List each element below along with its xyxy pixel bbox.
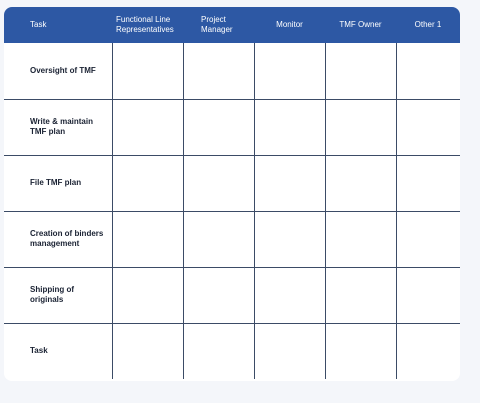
assignment-cell[interactable] <box>254 43 325 99</box>
table-body <box>4 43 460 379</box>
header-monitor: Monitor <box>254 7 325 43</box>
assignment-cell[interactable] <box>396 99 460 155</box>
responsibility-table-card <box>4 7 460 381</box>
header-functional-line-line1: Functional Line <box>116 15 171 24</box>
assignment-cell[interactable] <box>183 211 254 267</box>
header-functional-line-representatives <box>112 7 183 43</box>
assignment-cell[interactable] <box>254 99 325 155</box>
assignment-cell[interactable] <box>396 267 460 323</box>
assignment-cell[interactable] <box>396 323 460 379</box>
task-label-line: management <box>30 239 80 248</box>
assignment-cell[interactable] <box>112 323 183 379</box>
table-row <box>4 155 460 211</box>
assignment-cell[interactable] <box>254 211 325 267</box>
assignment-cell[interactable] <box>325 155 396 211</box>
table-row <box>4 99 460 155</box>
assignment-cell[interactable] <box>254 323 325 379</box>
assignment-cell[interactable] <box>183 155 254 211</box>
task-cell <box>4 267 112 323</box>
assignment-cell[interactable] <box>325 99 396 155</box>
responsibility-table <box>4 7 460 379</box>
assignment-cell[interactable] <box>183 43 254 99</box>
task-label-line: Creation of binders <box>30 229 104 238</box>
assignment-cell[interactable] <box>183 267 254 323</box>
assignment-cell[interactable] <box>254 155 325 211</box>
header-functional-line-line2: Representatives <box>116 25 174 34</box>
assignment-cell[interactable] <box>112 211 183 267</box>
task-label-line: Shipping of <box>30 285 74 294</box>
task-cell <box>4 99 112 155</box>
assignment-cell[interactable] <box>183 323 254 379</box>
task-label-line: TMF plan <box>30 127 66 136</box>
assignment-cell[interactable] <box>396 211 460 267</box>
task-cell <box>4 155 112 211</box>
task-label-line: Write & maintain <box>30 117 93 126</box>
task-cell <box>4 211 112 267</box>
task-label-line: Oversight of TMF <box>30 65 96 75</box>
header-project-manager-line1: Project <box>201 15 226 24</box>
assignment-cell[interactable] <box>183 99 254 155</box>
assignment-cell[interactable] <box>112 267 183 323</box>
table-row <box>4 211 460 267</box>
assignment-cell[interactable] <box>254 267 325 323</box>
assignment-cell[interactable] <box>112 99 183 155</box>
header-tmf-owner: TMF Owner <box>325 7 396 43</box>
header-project-manager <box>183 7 254 43</box>
table-row <box>4 267 460 323</box>
header-task: Task <box>4 7 112 43</box>
assignment-cell[interactable] <box>396 155 460 211</box>
assignment-cell[interactable] <box>325 43 396 99</box>
table-row <box>4 323 460 379</box>
task-label-line: File TMF plan <box>30 178 82 187</box>
table-row <box>4 43 460 99</box>
header-project-manager-line2: Manager <box>201 25 233 34</box>
task-cell <box>4 43 112 99</box>
assignment-cell[interactable] <box>325 211 396 267</box>
assignment-cell[interactable] <box>112 155 183 211</box>
header-other-1: Other 1 <box>396 7 460 43</box>
assignment-cell[interactable] <box>325 267 396 323</box>
assignment-cell[interactable] <box>325 323 396 379</box>
table-header-row <box>4 7 460 43</box>
task-cell <box>4 323 112 379</box>
assignment-cell[interactable] <box>112 43 183 99</box>
task-label-line: Task <box>30 346 48 356</box>
task-label-line: originals <box>30 295 64 304</box>
assignment-cell[interactable] <box>396 43 460 99</box>
